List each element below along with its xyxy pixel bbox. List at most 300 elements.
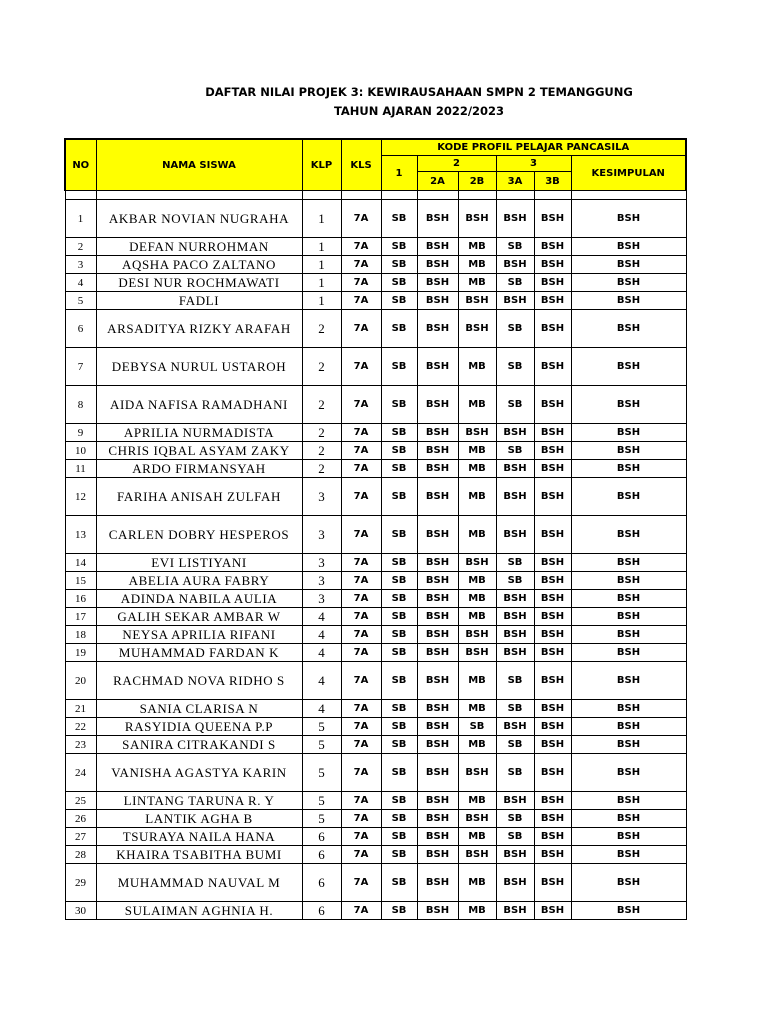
cell-kesimpulan: BSH	[571, 828, 686, 846]
cell-profil-1: SB	[381, 590, 417, 608]
cell-profil-2a: BSH	[417, 516, 458, 554]
header-klp: KLP	[302, 139, 341, 191]
table-row	[65, 902, 686, 920]
cell-profil-2b: MB	[458, 828, 496, 846]
cell-profil-1: SB	[381, 810, 417, 828]
cell-profil-1: SB	[381, 442, 417, 460]
cell-profil-3b: BSH	[534, 902, 571, 920]
cell-profil-1: SB	[381, 792, 417, 810]
cell-profil-2a: BSH	[417, 478, 458, 516]
header-gap	[65, 191, 686, 200]
cell-nama: AIDA NAFISA RAMADHANI	[96, 386, 302, 424]
cell-klp: 1	[302, 256, 341, 274]
header-2b: 2B	[458, 172, 496, 191]
document-subtitle: TAHUN AJARAN 2022/2023	[333, 104, 505, 118]
cell-kesimpulan: BSH	[571, 554, 686, 572]
cell-profil-1: SB	[381, 846, 417, 864]
cell-kesimpulan: BSH	[571, 460, 686, 478]
cell-no: 16	[65, 590, 96, 608]
cell-klp: 1	[302, 274, 341, 292]
table-row	[65, 828, 686, 846]
cell-kesimpulan: BSH	[571, 902, 686, 920]
cell-profil-3b: BSH	[534, 200, 571, 238]
cell-profil-3b: BSH	[534, 572, 571, 590]
cell-no: 5	[65, 292, 96, 310]
cell-klp: 6	[302, 846, 341, 864]
cell-profil-2a: BSH	[417, 754, 458, 792]
cell-profil-1: SB	[381, 700, 417, 718]
cell-kesimpulan: BSH	[571, 386, 686, 424]
cell-profil-3a: BSH	[496, 478, 534, 516]
cell-profil-2b: MB	[458, 386, 496, 424]
cell-profil-3b: BSH	[534, 424, 571, 442]
cell-kesimpulan: BSH	[571, 292, 686, 310]
cell-profil-3a: BSH	[496, 846, 534, 864]
cell-profil-2a: BSH	[417, 460, 458, 478]
cell-profil-2a: BSH	[417, 828, 458, 846]
cell-no: 25	[65, 792, 96, 810]
cell-profil-2b: SB	[458, 718, 496, 736]
cell-no: 14	[65, 554, 96, 572]
cell-kesimpulan: BSH	[571, 442, 686, 460]
cell-profil-2a: BSH	[417, 718, 458, 736]
cell-klp: 1	[302, 292, 341, 310]
cell-klp: 5	[302, 754, 341, 792]
table-row	[65, 274, 686, 292]
cell-profil-2b: BSH	[458, 754, 496, 792]
table-row	[65, 292, 686, 310]
table-row	[65, 310, 686, 348]
cell-no: 21	[65, 700, 96, 718]
table-row	[65, 644, 686, 662]
cell-profil-2b: BSH	[458, 810, 496, 828]
cell-profil-1: SB	[381, 718, 417, 736]
cell-kls: 7A	[341, 590, 381, 608]
cell-kesimpulan: BSH	[571, 864, 686, 902]
cell-kesimpulan: BSH	[571, 424, 686, 442]
cell-klp: 5	[302, 792, 341, 810]
cell-nama: SANIA CLARISA N	[96, 700, 302, 718]
cell-kesimpulan: BSH	[571, 238, 686, 256]
cell-no: 10	[65, 442, 96, 460]
cell-nama: MUHAMMAD FARDAN K	[96, 644, 302, 662]
cell-profil-3b: BSH	[534, 478, 571, 516]
cell-profil-3a: BSH	[496, 516, 534, 554]
cell-profil-3a: SB	[496, 662, 534, 700]
cell-kesimpulan: BSH	[571, 478, 686, 516]
header-kesimpulan: KESIMPULAN	[571, 156, 686, 191]
cell-profil-2a: BSH	[417, 442, 458, 460]
cell-profil-2b: MB	[458, 590, 496, 608]
table-header	[65, 139, 686, 191]
cell-no: 15	[65, 572, 96, 590]
cell-profil-3a: BSH	[496, 626, 534, 644]
cell-klp: 1	[302, 238, 341, 256]
cell-no: 13	[65, 516, 96, 554]
header-no: NO	[65, 139, 96, 191]
cell-profil-3b: BSH	[534, 310, 571, 348]
header-3b: 3B	[534, 172, 571, 191]
cell-klp: 2	[302, 310, 341, 348]
cell-profil-3a: SB	[496, 736, 534, 754]
cell-profil-3b: BSH	[534, 256, 571, 274]
cell-nama: CHRIS IQBAL ASYAM ZAKY	[96, 442, 302, 460]
cell-klp: 2	[302, 460, 341, 478]
cell-profil-2b: MB	[458, 864, 496, 902]
cell-kls: 7A	[341, 200, 381, 238]
cell-kls: 7A	[341, 256, 381, 274]
table-row	[65, 554, 686, 572]
cell-klp: 6	[302, 828, 341, 846]
cell-profil-1: SB	[381, 310, 417, 348]
cell-profil-1: SB	[381, 572, 417, 590]
cell-profil-2b: MB	[458, 348, 496, 386]
cell-kls: 7A	[341, 554, 381, 572]
cell-kesimpulan: BSH	[571, 626, 686, 644]
cell-klp: 5	[302, 736, 341, 754]
cell-profil-2b: BSH	[458, 626, 496, 644]
cell-kls: 7A	[341, 608, 381, 626]
cell-profil-2a: BSH	[417, 792, 458, 810]
header-profil-3: 3	[496, 156, 571, 172]
cell-no: 17	[65, 608, 96, 626]
cell-profil-2b: MB	[458, 736, 496, 754]
cell-kesimpulan: BSH	[571, 274, 686, 292]
cell-profil-2b: MB	[458, 478, 496, 516]
cell-kls: 7A	[341, 736, 381, 754]
header-3a: 3A	[496, 172, 534, 191]
cell-profil-2a: BSH	[417, 608, 458, 626]
table-row	[65, 460, 686, 478]
cell-klp: 6	[302, 864, 341, 902]
cell-profil-1: SB	[381, 478, 417, 516]
cell-no: 19	[65, 644, 96, 662]
cell-kesimpulan: BSH	[571, 662, 686, 700]
cell-profil-1: SB	[381, 256, 417, 274]
cell-profil-3b: BSH	[534, 810, 571, 828]
cell-no: 30	[65, 902, 96, 920]
cell-nama: LANTIK AGHA B	[96, 810, 302, 828]
document-title: DAFTAR NILAI PROJEK 3: KEWIRAUSAHAAN SMPN 2 TEMANGGUNG	[205, 85, 633, 99]
cell-kls: 7A	[341, 626, 381, 644]
cell-nama: NEYSA APRILIA RIFANI	[96, 626, 302, 644]
cell-profil-2a: BSH	[417, 736, 458, 754]
cell-profil-1: SB	[381, 644, 417, 662]
cell-profil-3b: BSH	[534, 846, 571, 864]
cell-profil-2b: MB	[458, 238, 496, 256]
cell-profil-2b: MB	[458, 572, 496, 590]
cell-nama: MUHAMMAD NAUVAL M	[96, 864, 302, 902]
cell-profil-2a: BSH	[417, 424, 458, 442]
table-row	[65, 864, 686, 902]
cell-nama: ARSADITYA RIZKY ARAFAH	[96, 310, 302, 348]
cell-kls: 7A	[341, 644, 381, 662]
cell-klp: 3	[302, 478, 341, 516]
cell-profil-2b: BSH	[458, 310, 496, 348]
cell-kls: 7A	[341, 754, 381, 792]
table-row	[65, 200, 686, 238]
cell-profil-1: SB	[381, 754, 417, 792]
cell-profil-3b: BSH	[534, 442, 571, 460]
cell-nama: TSURAYA NAILA HANA	[96, 828, 302, 846]
cell-kls: 7A	[341, 846, 381, 864]
header-nama-siswa: NAMA SISWA	[96, 139, 302, 191]
cell-no: 22	[65, 718, 96, 736]
cell-nama: AKBAR NOVIAN NUGRAHA	[96, 200, 302, 238]
cell-profil-3b: BSH	[534, 736, 571, 754]
cell-profil-2a: BSH	[417, 554, 458, 572]
cell-profil-2b: BSH	[458, 644, 496, 662]
cell-kls: 7A	[341, 442, 381, 460]
cell-no: 18	[65, 626, 96, 644]
cell-kesimpulan: BSH	[571, 792, 686, 810]
cell-profil-2b: BSH	[458, 424, 496, 442]
table-row	[65, 424, 686, 442]
cell-profil-1: SB	[381, 902, 417, 920]
cell-profil-3a: SB	[496, 572, 534, 590]
cell-profil-2a: BSH	[417, 256, 458, 274]
cell-kls: 7A	[341, 310, 381, 348]
cell-profil-1: SB	[381, 736, 417, 754]
cell-profil-2b: BSH	[458, 200, 496, 238]
cell-profil-2a: BSH	[417, 662, 458, 700]
cell-klp: 4	[302, 662, 341, 700]
table-body	[65, 191, 686, 920]
cell-kesimpulan: BSH	[571, 644, 686, 662]
cell-klp: 1	[302, 200, 341, 238]
cell-profil-2b: MB	[458, 256, 496, 274]
cell-profil-2b: BSH	[458, 846, 496, 864]
cell-nama: FADLI	[96, 292, 302, 310]
cell-klp: 2	[302, 348, 341, 386]
cell-klp: 5	[302, 810, 341, 828]
cell-kls: 7A	[341, 864, 381, 902]
cell-profil-2a: BSH	[417, 590, 458, 608]
cell-profil-3b: BSH	[534, 700, 571, 718]
cell-no: 9	[65, 424, 96, 442]
cell-profil-1: SB	[381, 424, 417, 442]
table-row	[65, 810, 686, 828]
cell-kls: 7A	[341, 662, 381, 700]
header-2a: 2A	[417, 172, 458, 191]
cell-klp: 4	[302, 608, 341, 626]
cell-klp: 2	[302, 424, 341, 442]
cell-profil-3b: BSH	[534, 662, 571, 700]
cell-profil-2a: BSH	[417, 572, 458, 590]
cell-nama: RACHMAD NOVA RIDHO S	[96, 662, 302, 700]
cell-nama: ADINDA NABILA AULIA	[96, 590, 302, 608]
cell-nama: DESI NUR ROCHMAWATI	[96, 274, 302, 292]
cell-profil-1: SB	[381, 554, 417, 572]
cell-profil-3a: BSH	[496, 256, 534, 274]
cell-nama: GALIH SEKAR AMBAR W	[96, 608, 302, 626]
cell-nama: CARLEN DOBRY HESPEROS	[96, 516, 302, 554]
cell-profil-3b: BSH	[534, 608, 571, 626]
cell-nama: VANISHA AGASTYA KARIN	[96, 754, 302, 792]
table-row	[65, 718, 686, 736]
cell-kls: 7A	[341, 902, 381, 920]
cell-profil-2b: MB	[458, 274, 496, 292]
cell-profil-1: SB	[381, 626, 417, 644]
cell-kesimpulan: BSH	[571, 736, 686, 754]
table-row	[65, 238, 686, 256]
cell-kls: 7A	[341, 424, 381, 442]
cell-klp: 4	[302, 700, 341, 718]
cell-profil-1: SB	[381, 274, 417, 292]
cell-no: 6	[65, 310, 96, 348]
cell-profil-3b: BSH	[534, 554, 571, 572]
cell-profil-3b: BSH	[534, 754, 571, 792]
cell-kls: 7A	[341, 516, 381, 554]
cell-profil-1: SB	[381, 460, 417, 478]
cell-profil-3a: BSH	[496, 200, 534, 238]
table-row	[65, 348, 686, 386]
header-profil-2: 2	[417, 156, 496, 172]
table-row	[65, 256, 686, 274]
cell-kesimpulan: BSH	[571, 700, 686, 718]
cell-kls: 7A	[341, 460, 381, 478]
cell-nama: SANIRA CITRAKANDI S	[96, 736, 302, 754]
cell-profil-3b: BSH	[534, 864, 571, 902]
cell-nama: APRILIA NURMADISTA	[96, 424, 302, 442]
cell-kls: 7A	[341, 828, 381, 846]
cell-nama: KHAIRA TSABITHA BUMI	[96, 846, 302, 864]
cell-profil-3a: SB	[496, 828, 534, 846]
cell-klp: 3	[302, 516, 341, 554]
cell-no: 23	[65, 736, 96, 754]
cell-nama: EVI LISTIYANI	[96, 554, 302, 572]
cell-profil-3a: SB	[496, 810, 534, 828]
cell-kesimpulan: BSH	[571, 310, 686, 348]
table-row	[65, 478, 686, 516]
cell-kls: 7A	[341, 292, 381, 310]
cell-no: 24	[65, 754, 96, 792]
cell-profil-3b: BSH	[534, 644, 571, 662]
cell-profil-3a: SB	[496, 238, 534, 256]
table-row	[65, 754, 686, 792]
cell-no: 11	[65, 460, 96, 478]
cell-klp: 3	[302, 554, 341, 572]
cell-nama: FARIHA ANISAH ZULFAH	[96, 478, 302, 516]
cell-profil-2b: BSH	[458, 292, 496, 310]
cell-profil-3a: BSH	[496, 792, 534, 810]
cell-nama: SULAIMAN AGHNIA H.	[96, 902, 302, 920]
cell-profil-1: SB	[381, 200, 417, 238]
table-row	[65, 846, 686, 864]
cell-profil-2a: BSH	[417, 902, 458, 920]
cell-kls: 7A	[341, 274, 381, 292]
cell-nama: LINTANG TARUNA R. Y	[96, 792, 302, 810]
cell-profil-3a: SB	[496, 386, 534, 424]
cell-kls: 7A	[341, 478, 381, 516]
cell-kesimpulan: BSH	[571, 590, 686, 608]
cell-profil-3a: SB	[496, 554, 534, 572]
cell-no: 12	[65, 478, 96, 516]
cell-profil-3b: BSH	[534, 590, 571, 608]
table-row	[65, 626, 686, 644]
cell-profil-1: SB	[381, 238, 417, 256]
cell-profil-1: SB	[381, 864, 417, 902]
cell-profil-3b: BSH	[534, 348, 571, 386]
cell-profil-2b: BSH	[458, 554, 496, 572]
cell-profil-2a: BSH	[417, 810, 458, 828]
cell-profil-2a: BSH	[417, 274, 458, 292]
cell-profil-2a: BSH	[417, 644, 458, 662]
cell-profil-1: SB	[381, 292, 417, 310]
cell-profil-2a: BSH	[417, 864, 458, 902]
cell-kls: 7A	[341, 348, 381, 386]
header-kls: KLS	[341, 139, 381, 191]
cell-profil-3b: BSH	[534, 626, 571, 644]
cell-profil-3b: BSH	[534, 460, 571, 478]
cell-profil-3a: BSH	[496, 460, 534, 478]
cell-profil-3a: BSH	[496, 608, 534, 626]
cell-no: 4	[65, 274, 96, 292]
cell-klp: 3	[302, 572, 341, 590]
cell-nama: AQSHA PACO ZALTANO	[96, 256, 302, 274]
cell-profil-3a: BSH	[496, 902, 534, 920]
cell-profil-3a: BSH	[496, 644, 534, 662]
cell-profil-3a: BSH	[496, 864, 534, 902]
cell-profil-2a: BSH	[417, 310, 458, 348]
cell-kls: 7A	[341, 792, 381, 810]
header-profil-1: 1	[381, 156, 417, 191]
cell-no: 26	[65, 810, 96, 828]
cell-no: 2	[65, 238, 96, 256]
cell-profil-1: SB	[381, 516, 417, 554]
cell-nama: DEFAN NURROHMAN	[96, 238, 302, 256]
cell-nama: RASYIDIA QUEENA P.P	[96, 718, 302, 736]
grades-table	[64, 138, 687, 920]
cell-kesimpulan: BSH	[571, 256, 686, 274]
cell-kls: 7A	[341, 700, 381, 718]
cell-nama: ARDO FIRMANSYAH	[96, 460, 302, 478]
cell-kesimpulan: BSH	[571, 608, 686, 626]
cell-kesimpulan: BSH	[571, 572, 686, 590]
table-row	[65, 590, 686, 608]
cell-profil-3a: SB	[496, 700, 534, 718]
cell-profil-2b: MB	[458, 460, 496, 478]
cell-profil-3b: BSH	[534, 828, 571, 846]
cell-profil-3a: SB	[496, 442, 534, 460]
cell-klp: 4	[302, 626, 341, 644]
cell-profil-3a: BSH	[496, 718, 534, 736]
cell-profil-2a: BSH	[417, 238, 458, 256]
table-row	[65, 736, 686, 754]
cell-no: 29	[65, 864, 96, 902]
cell-profil-2a: BSH	[417, 200, 458, 238]
cell-profil-2b: MB	[458, 700, 496, 718]
cell-profil-3b: BSH	[534, 292, 571, 310]
cell-profil-3b: BSH	[534, 718, 571, 736]
cell-profil-3a: SB	[496, 754, 534, 792]
cell-no: 20	[65, 662, 96, 700]
cell-profil-3a: SB	[496, 274, 534, 292]
cell-kesimpulan: BSH	[571, 516, 686, 554]
cell-profil-2b: MB	[458, 608, 496, 626]
cell-profil-1: SB	[381, 608, 417, 626]
table-row	[65, 572, 686, 590]
cell-klp: 2	[302, 386, 341, 424]
cell-profil-3b: BSH	[534, 386, 571, 424]
cell-profil-1: SB	[381, 828, 417, 846]
cell-no: 27	[65, 828, 96, 846]
cell-nama: ABELIA AURA FABRY	[96, 572, 302, 590]
cell-kesimpulan: BSH	[571, 348, 686, 386]
cell-klp: 5	[302, 718, 341, 736]
cell-profil-2a: BSH	[417, 626, 458, 644]
cell-kesimpulan: BSH	[571, 718, 686, 736]
